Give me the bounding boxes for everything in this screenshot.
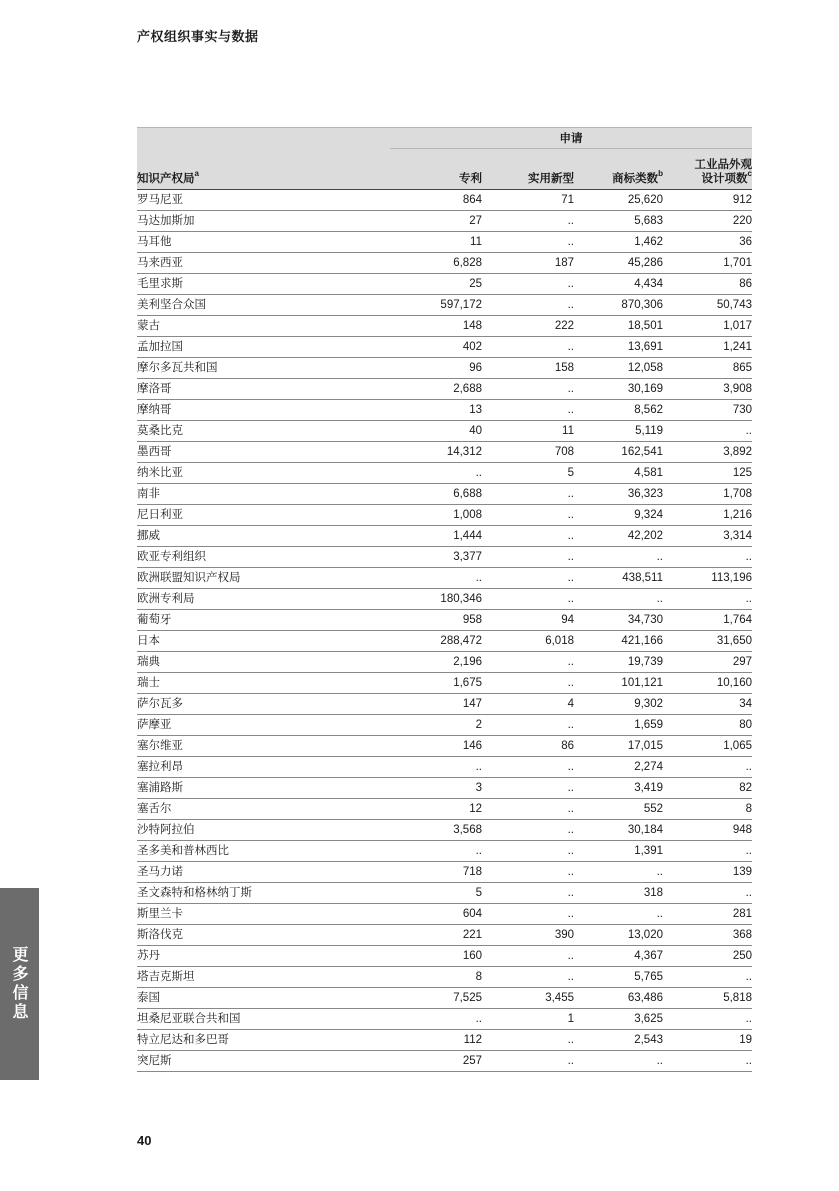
office-name-cell: 斯里兰卡	[137, 904, 390, 925]
table-row	[137, 295, 752, 316]
utility-models-cell: 708	[482, 442, 574, 463]
table-row	[137, 883, 752, 904]
trademarks-cell: 2,274	[574, 757, 663, 778]
trademarks-cell: 18,501	[574, 316, 663, 337]
designs-cell: 19	[663, 1030, 752, 1051]
table-row	[137, 757, 752, 778]
table-row	[137, 316, 752, 337]
patents-cell: 221	[390, 925, 482, 946]
trademarks-cell: 42,202	[574, 526, 663, 547]
table-header-blank	[137, 128, 390, 149]
utility-models-cell: ..	[482, 1051, 574, 1072]
table-row	[137, 841, 752, 862]
trademarks-cell: 162,541	[574, 442, 663, 463]
office-name-cell: 圣文森特和格林纳丁斯	[137, 883, 390, 904]
office-name-cell: 瑞典	[137, 652, 390, 673]
designs-cell: 3,908	[663, 379, 752, 400]
table-row	[137, 652, 752, 673]
column-header-designs-line1: 工业品外观	[694, 159, 752, 171]
patents-cell: ..	[390, 463, 482, 484]
trademarks-cell: 4,434	[574, 274, 663, 295]
office-name-cell: 纳米比亚	[137, 463, 390, 484]
patents-cell: 1,444	[390, 526, 482, 547]
table-row	[137, 778, 752, 799]
utility-models-cell: 94	[482, 610, 574, 631]
table-row	[137, 274, 752, 295]
designs-cell: 1,701	[663, 253, 752, 274]
table-body	[137, 190, 752, 1072]
patents-cell: 2,196	[390, 652, 482, 673]
patents-cell: 180,346	[390, 589, 482, 610]
table-row	[137, 631, 752, 652]
footnote-marker-b: b	[658, 169, 663, 179]
office-name-cell: 沙特阿拉伯	[137, 820, 390, 841]
office-name-cell: 斯洛伐克	[137, 925, 390, 946]
table-row	[137, 967, 752, 988]
utility-models-cell: 86	[482, 736, 574, 757]
trademarks-cell: 4,581	[574, 463, 663, 484]
office-name-cell: 摩尔多瓦共和国	[137, 358, 390, 379]
office-name-cell: 突尼斯	[137, 1051, 390, 1072]
designs-cell: 297	[663, 652, 752, 673]
table-row	[137, 526, 752, 547]
column-header-patents: 专利	[390, 149, 482, 190]
designs-cell: 8	[663, 799, 752, 820]
utility-models-cell: ..	[482, 505, 574, 526]
trademarks-cell: ..	[574, 904, 663, 925]
office-name-cell: 马达加斯加	[137, 211, 390, 232]
office-name-cell: 圣多美和普林西比	[137, 841, 390, 862]
table-row	[137, 232, 752, 253]
designs-cell: 34	[663, 694, 752, 715]
trademarks-cell: 34,730	[574, 610, 663, 631]
trademarks-cell: 45,286	[574, 253, 663, 274]
office-name-cell: 罗马尼亚	[137, 190, 390, 211]
trademarks-cell: 2,543	[574, 1030, 663, 1051]
patents-cell: 597,172	[390, 295, 482, 316]
designs-cell: 125	[663, 463, 752, 484]
designs-cell: ..	[663, 421, 752, 442]
trademarks-cell: 13,691	[574, 337, 663, 358]
utility-models-cell: ..	[482, 883, 574, 904]
table-row	[137, 1030, 752, 1051]
office-name-cell: 蒙古	[137, 316, 390, 337]
utility-models-cell: ..	[482, 841, 574, 862]
office-name-cell: 欧亚专利组织	[137, 547, 390, 568]
utility-models-cell: 187	[482, 253, 574, 274]
column-header-office-label: 知识产权局	[137, 173, 195, 185]
designs-cell: ..	[663, 757, 752, 778]
office-name-cell: 瑞士	[137, 673, 390, 694]
table-row	[137, 694, 752, 715]
utility-models-cell: ..	[482, 904, 574, 925]
table-row	[137, 379, 752, 400]
trademarks-cell: 1,391	[574, 841, 663, 862]
patents-cell: 6,828	[390, 253, 482, 274]
table-row	[137, 988, 752, 1009]
designs-cell: 1,216	[663, 505, 752, 526]
designs-cell: 368	[663, 925, 752, 946]
trademarks-cell: 36,323	[574, 484, 663, 505]
designs-cell: ..	[663, 589, 752, 610]
designs-cell: ..	[663, 1051, 752, 1072]
utility-models-cell: 5	[482, 463, 574, 484]
patents-cell: 112	[390, 1030, 482, 1051]
patents-cell: 7,525	[390, 988, 482, 1009]
table-row	[137, 1051, 752, 1072]
table-row	[137, 715, 752, 736]
trademarks-cell: ..	[574, 862, 663, 883]
utility-models-cell: ..	[482, 274, 574, 295]
patents-cell: 3,568	[390, 820, 482, 841]
column-header-industrial-designs	[663, 149, 752, 190]
trademarks-cell: 3,625	[574, 1009, 663, 1030]
office-name-cell: 坦桑尼亚联合共和国	[137, 1009, 390, 1030]
patents-cell: 1,675	[390, 673, 482, 694]
trademarks-cell: ..	[574, 589, 663, 610]
designs-cell: 36	[663, 232, 752, 253]
utility-models-cell: ..	[482, 778, 574, 799]
office-name-cell: 塔吉克斯坦	[137, 967, 390, 988]
trademarks-cell: 318	[574, 883, 663, 904]
table-row	[137, 253, 752, 274]
utility-models-cell: ..	[482, 652, 574, 673]
designs-cell: ..	[663, 547, 752, 568]
office-name-cell: 塞尔维亚	[137, 736, 390, 757]
table-row	[137, 547, 752, 568]
patents-cell: 96	[390, 358, 482, 379]
utility-models-cell: ..	[482, 673, 574, 694]
table-row	[137, 862, 752, 883]
table-row	[137, 925, 752, 946]
designs-cell: 1,708	[663, 484, 752, 505]
utility-models-cell: 1	[482, 1009, 574, 1030]
office-name-cell: 特立尼达和多巴哥	[137, 1030, 390, 1051]
trademarks-cell: ..	[574, 1051, 663, 1072]
patents-cell: 25	[390, 274, 482, 295]
office-name-cell: 欧洲联盟知识产权局	[137, 568, 390, 589]
utility-models-cell: ..	[482, 547, 574, 568]
office-name-cell: 马来西亚	[137, 253, 390, 274]
patents-cell: 864	[390, 190, 482, 211]
office-name-cell: 萨尔瓦多	[137, 694, 390, 715]
designs-cell: 80	[663, 715, 752, 736]
table-row	[137, 673, 752, 694]
office-name-cell: 尼日利亚	[137, 505, 390, 526]
utility-models-cell: ..	[482, 589, 574, 610]
trademarks-cell: 438,511	[574, 568, 663, 589]
column-header-designs-line2: 设计项数	[701, 173, 748, 185]
patents-cell: 257	[390, 1051, 482, 1072]
table-row	[137, 799, 752, 820]
office-name-cell: 萨摩亚	[137, 715, 390, 736]
trademarks-cell: 552	[574, 799, 663, 820]
trademarks-cell: ..	[574, 547, 663, 568]
designs-cell: 250	[663, 946, 752, 967]
designs-cell: 865	[663, 358, 752, 379]
table-row	[137, 337, 752, 358]
patents-cell: 288,472	[390, 631, 482, 652]
patents-cell: 147	[390, 694, 482, 715]
office-name-cell: 毛里求斯	[137, 274, 390, 295]
table-row	[137, 442, 752, 463]
utility-models-cell: 158	[482, 358, 574, 379]
utility-models-cell: ..	[482, 715, 574, 736]
office-name-cell: 摩纳哥	[137, 400, 390, 421]
designs-cell: ..	[663, 883, 752, 904]
patents-cell: 2	[390, 715, 482, 736]
table-column-header-row	[137, 149, 752, 190]
patents-cell: 8	[390, 967, 482, 988]
table-row	[137, 463, 752, 484]
column-header-utility-models: 实用新型	[482, 149, 574, 190]
patents-cell: 14,312	[390, 442, 482, 463]
table-row	[137, 589, 752, 610]
trademarks-cell: 9,324	[574, 505, 663, 526]
utility-models-cell: ..	[482, 526, 574, 547]
designs-cell: 31,650	[663, 631, 752, 652]
designs-cell: 86	[663, 274, 752, 295]
table-row	[137, 190, 752, 211]
office-name-cell: 塞拉利昂	[137, 757, 390, 778]
column-header-trademarks	[574, 149, 663, 190]
office-name-cell: 泰国	[137, 988, 390, 1009]
office-name-cell: 莫桑比克	[137, 421, 390, 442]
table-row	[137, 610, 752, 631]
designs-cell: 82	[663, 778, 752, 799]
patents-cell: 958	[390, 610, 482, 631]
office-name-cell: 苏丹	[137, 946, 390, 967]
designs-cell: 912	[663, 190, 752, 211]
utility-models-cell: ..	[482, 757, 574, 778]
table-row	[137, 505, 752, 526]
page-header-title: 产权组织事实与数据	[137, 30, 259, 45]
trademarks-cell: 1,659	[574, 715, 663, 736]
page-number: 40	[137, 1133, 152, 1148]
designs-cell: 113,196	[663, 568, 752, 589]
table-row	[137, 400, 752, 421]
office-name-cell: 日本	[137, 631, 390, 652]
trademarks-cell: 19,739	[574, 652, 663, 673]
utility-models-cell: 390	[482, 925, 574, 946]
office-name-cell: 葡萄牙	[137, 610, 390, 631]
patents-cell: 27	[390, 211, 482, 232]
patents-cell: ..	[390, 841, 482, 862]
patents-cell: 146	[390, 736, 482, 757]
table-row	[137, 1009, 752, 1030]
more-info-side-tab[interactable]	[0, 888, 39, 1080]
utility-models-cell: 4	[482, 694, 574, 715]
designs-cell: 220	[663, 211, 752, 232]
designs-cell: 3,314	[663, 526, 752, 547]
designs-cell: 948	[663, 820, 752, 841]
trademarks-cell: 17,015	[574, 736, 663, 757]
patents-cell: 718	[390, 862, 482, 883]
designs-cell: ..	[663, 967, 752, 988]
designs-cell: 5,818	[663, 988, 752, 1009]
table-row	[137, 904, 752, 925]
office-name-cell: 塞舌尔	[137, 799, 390, 820]
patents-cell: 5	[390, 883, 482, 904]
utility-models-cell: ..	[482, 295, 574, 316]
utility-models-cell: ..	[482, 211, 574, 232]
column-header-trademarks-label: 商标类数	[612, 173, 659, 185]
designs-cell: 1,017	[663, 316, 752, 337]
utility-models-cell: ..	[482, 967, 574, 988]
patents-cell: ..	[390, 568, 482, 589]
column-header-office	[137, 149, 390, 190]
utility-models-cell: 222	[482, 316, 574, 337]
office-name-cell: 摩洛哥	[137, 379, 390, 400]
designs-cell: ..	[663, 1009, 752, 1030]
patents-cell: ..	[390, 1009, 482, 1030]
patents-cell: 12	[390, 799, 482, 820]
trademarks-cell: 5,683	[574, 211, 663, 232]
patents-cell: 40	[390, 421, 482, 442]
utility-models-cell: ..	[482, 1030, 574, 1051]
utility-models-cell: ..	[482, 862, 574, 883]
patents-cell: 11	[390, 232, 482, 253]
office-name-cell: 马耳他	[137, 232, 390, 253]
patents-cell: 13	[390, 400, 482, 421]
utility-models-cell: ..	[482, 232, 574, 253]
designs-cell: 1,241	[663, 337, 752, 358]
patents-cell: ..	[390, 757, 482, 778]
utility-models-cell: 3,455	[482, 988, 574, 1009]
trademarks-cell: 30,169	[574, 379, 663, 400]
office-name-cell: 欧洲专利局	[137, 589, 390, 610]
designs-cell: ..	[663, 841, 752, 862]
table-row	[137, 568, 752, 589]
trademarks-cell: 9,302	[574, 694, 663, 715]
footnote-marker-c: c	[747, 169, 752, 179]
utility-models-cell: ..	[482, 799, 574, 820]
trademarks-cell: 1,462	[574, 232, 663, 253]
designs-cell: 1,764	[663, 610, 752, 631]
table-row	[137, 484, 752, 505]
designs-cell: 10,160	[663, 673, 752, 694]
trademarks-cell: 8,562	[574, 400, 663, 421]
trademarks-cell: 12,058	[574, 358, 663, 379]
utility-models-cell: ..	[482, 946, 574, 967]
trademarks-cell: 5,765	[574, 967, 663, 988]
office-name-cell: 南非	[137, 484, 390, 505]
more-info-tab-label: 更多信息	[10, 946, 29, 1022]
applications-group-header: 申请	[390, 128, 752, 149]
designs-cell: 1,065	[663, 736, 752, 757]
office-name-cell: 挪威	[137, 526, 390, 547]
table-group-header-row	[137, 128, 752, 149]
designs-cell: 3,892	[663, 442, 752, 463]
utility-models-cell: ..	[482, 337, 574, 358]
table-row	[137, 946, 752, 967]
ip-applications-table	[137, 127, 752, 1072]
trademarks-cell: 101,121	[574, 673, 663, 694]
utility-models-cell: 71	[482, 190, 574, 211]
trademarks-cell: 421,166	[574, 631, 663, 652]
table-row	[137, 211, 752, 232]
utility-models-cell: ..	[482, 820, 574, 841]
utility-models-cell: ..	[482, 568, 574, 589]
trademarks-cell: 25,620	[574, 190, 663, 211]
table-row	[137, 421, 752, 442]
trademarks-cell: 870,306	[574, 295, 663, 316]
patents-cell: 6,688	[390, 484, 482, 505]
office-name-cell: 孟加拉国	[137, 337, 390, 358]
trademarks-cell: 3,419	[574, 778, 663, 799]
designs-cell: 139	[663, 862, 752, 883]
office-name-cell: 圣马力诺	[137, 862, 390, 883]
trademarks-cell: 63,486	[574, 988, 663, 1009]
patents-cell: 148	[390, 316, 482, 337]
designs-cell: 281	[663, 904, 752, 925]
trademarks-cell: 13,020	[574, 925, 663, 946]
utility-models-cell: 11	[482, 421, 574, 442]
utility-models-cell: 6,018	[482, 631, 574, 652]
trademarks-cell: 5,119	[574, 421, 663, 442]
office-name-cell: 塞浦路斯	[137, 778, 390, 799]
office-name-cell: 美利坚合众国	[137, 295, 390, 316]
patents-cell: 160	[390, 946, 482, 967]
office-name-cell: 墨西哥	[137, 442, 390, 463]
utility-models-cell: ..	[482, 379, 574, 400]
patents-cell: 604	[390, 904, 482, 925]
table-row	[137, 736, 752, 757]
utility-models-cell: ..	[482, 484, 574, 505]
patents-cell: 2,688	[390, 379, 482, 400]
utility-models-cell: ..	[482, 400, 574, 421]
patents-cell: 3	[390, 778, 482, 799]
designs-cell: 50,743	[663, 295, 752, 316]
patents-cell: 1,008	[390, 505, 482, 526]
patents-cell: 3,377	[390, 547, 482, 568]
table-row	[137, 820, 752, 841]
patents-cell: 402	[390, 337, 482, 358]
footnote-marker-a: a	[194, 169, 199, 179]
trademarks-cell: 30,184	[574, 820, 663, 841]
designs-cell: 730	[663, 400, 752, 421]
table-row	[137, 358, 752, 379]
trademarks-cell: 4,367	[574, 946, 663, 967]
